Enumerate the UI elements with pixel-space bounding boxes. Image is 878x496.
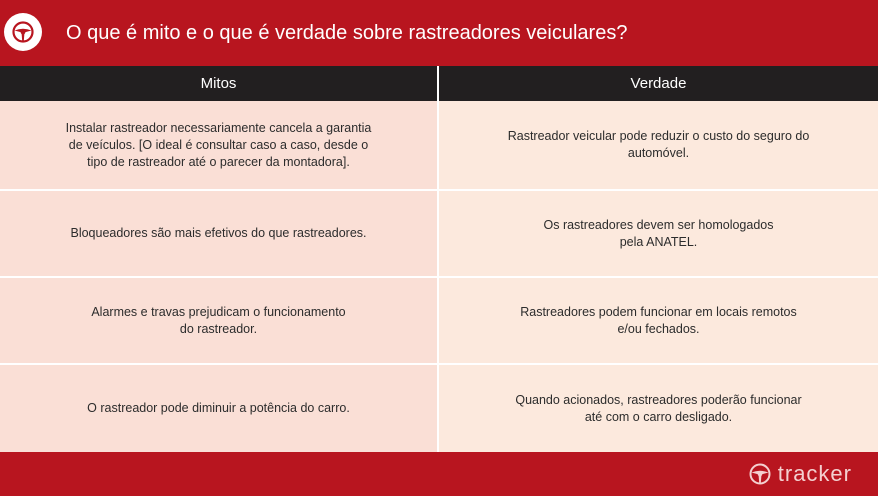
column-header-verdade: Verdade: [439, 66, 878, 101]
mito-cell-2: [0, 191, 437, 276]
mito-line: tipo de rastreador até o parecer da montadora].: [87, 154, 350, 169]
mito-line: de veículos. [O ideal é consultar caso a caso, desde o: [68, 137, 369, 152]
mito-line: Bloqueadores são mais efetivos do que rastreadores.: [70, 226, 367, 240]
verdade-line: Rastreadores podem funcionar em locais remotos: [520, 304, 797, 319]
steering-wheel-icon: [11, 20, 35, 44]
steering-wheel-icon: [748, 462, 772, 486]
brand-name: tracker: [777, 461, 852, 486]
verdade-cell-4: [439, 365, 878, 452]
verdade-line: pela ANATEL.: [619, 234, 698, 249]
header-bar: [0, 0, 878, 66]
mito-line: do rastreador.: [179, 321, 258, 336]
mito-cell-4: [0, 365, 437, 452]
mito-cell-1: [0, 101, 437, 189]
verdade-line: Rastreador veicular pode reduzir o custo do seguro do: [507, 129, 810, 143]
verdade-cell-2: [439, 191, 878, 276]
mito-line: O rastreador pode diminuir a potência do carro.: [87, 401, 350, 415]
column-header-mitos: Mitos: [0, 66, 437, 101]
mito-cell-3: [0, 278, 437, 363]
verdade-line: Quando acionados, rastreadores poderão funcionar: [515, 392, 802, 407]
verdade-line: e/ou fechados.: [617, 321, 700, 336]
mito-line: Alarmes e travas prejudicam o funcionamento: [91, 304, 346, 319]
page-title: O que é mito e o que é verdade sobre rastreadores veiculares?: [66, 22, 628, 44]
mito-line: Instalar rastreador necessariamente cancela a garantia: [65, 120, 372, 135]
logo-badge: [4, 13, 42, 51]
footer-bar: [0, 452, 878, 496]
brand-logo: [748, 460, 852, 488]
verdade-cell-1: [439, 101, 878, 189]
verdade-cell-3: [439, 278, 878, 363]
verdade-line: automóvel.: [627, 146, 690, 160]
verdade-line: Os rastreadores devem ser homologados: [543, 217, 774, 232]
verdade-line: até com o carro desligado.: [584, 409, 733, 424]
